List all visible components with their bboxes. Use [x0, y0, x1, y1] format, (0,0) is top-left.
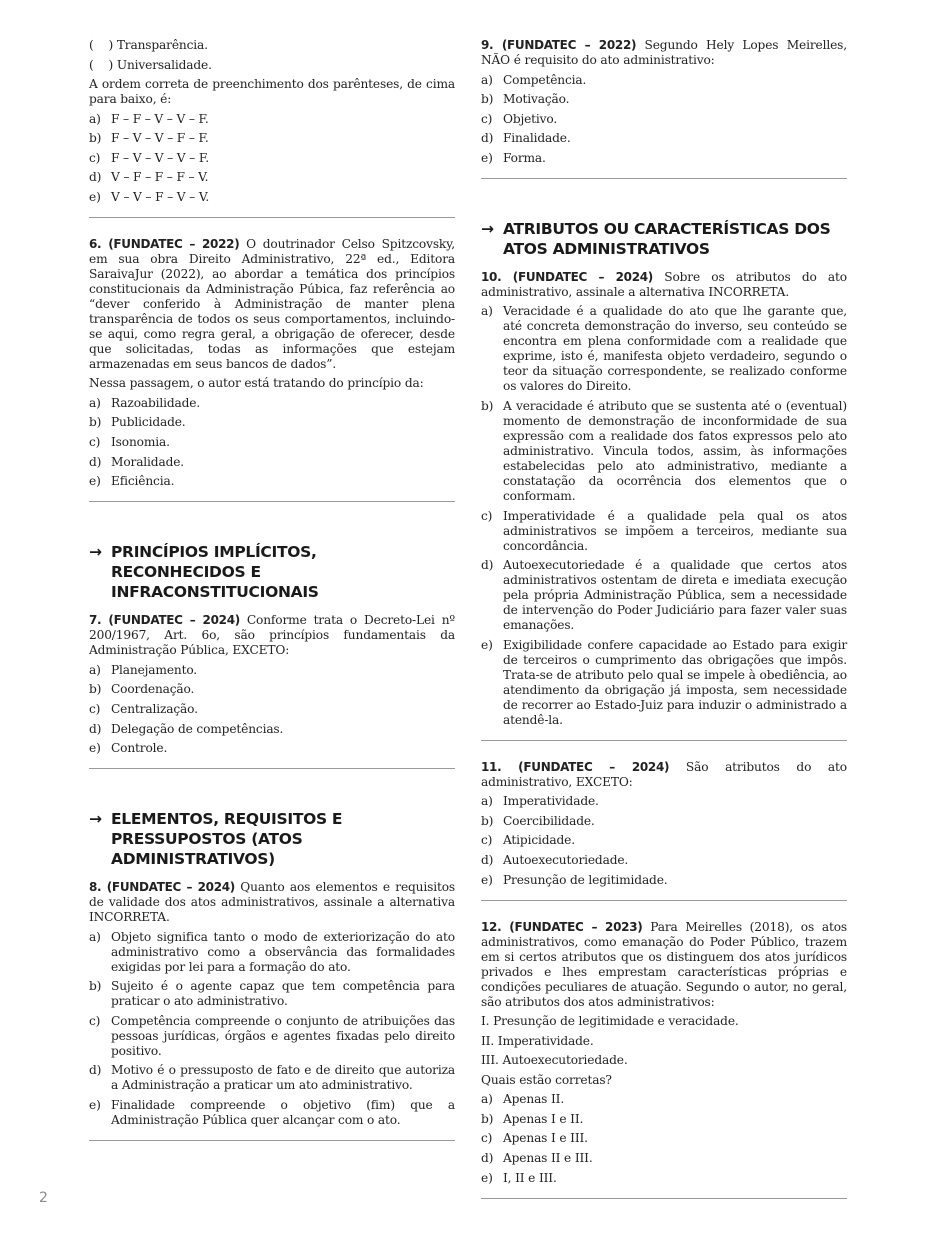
option-e: e) Forma. — [481, 150, 546, 165]
option-a: a) Imperatividade. — [481, 794, 599, 809]
left-column — [89, 38, 455, 1141]
option-c: c) F – V – V – V – F. — [89, 150, 209, 165]
option-c: c) Objetivo. — [481, 111, 558, 126]
question-number: 6. (FUNDATEC – 2022) — [89, 236, 240, 251]
option-a: a) F – F – V – V – F. — [89, 111, 209, 126]
option-b: b) Motivação. — [481, 92, 570, 107]
question-number: 7. (FUNDATEC – 2024) — [89, 613, 240, 628]
option-b: b) F – V – V – F – F. — [89, 131, 209, 146]
option-b: b) Coordenação. — [89, 682, 195, 697]
option-d: d) V – F – F – F – V. — [89, 170, 209, 185]
option-e: e) Eficiência. — [89, 474, 175, 489]
option-d: d) Motivo é o pressuposto de fato e de direito que autoriza a Administração a praticar um ato administrativo. — [89, 1063, 455, 1093]
question-stem: Segundo Hely Lopes Meirelles, NÃO é requisito do ato administrativo: — [481, 38, 847, 67]
question-prompt: Nessa passagem, o autor está tratando do princípio da: — [89, 376, 424, 391]
section-heading-principios — [89, 542, 455, 602]
question-stem: Sobre os atributos do ato administrativo, assinale a alternativa INCORRETA. — [481, 269, 847, 299]
divider — [89, 217, 455, 218]
option-a: a) Razoabilidade. — [89, 395, 201, 410]
option-d: d) Finalidade. — [481, 131, 571, 146]
question-stem: O doutrinador Celso Spitzcovsky, em sua obra Direito Administrativo, 22ª ed., Editora SaraivaJur (2022), ao abordar a temática dos princípios constitucionais da Administração Púbica, faz referência ao “dever conferido à Administração de manter plena transparência de todos os seus comportamentos, incluindo-se aqui, como regra geral, a obrigação de oferecer, desde que solicitadas, todas as informações que estejam armazenadas em seus bancos de dados”. — [89, 236, 455, 371]
statement-item: II. Imperatividade. — [481, 1033, 594, 1048]
question-stem: Para Meirelles (2018), os atos administrativos, como emanação do Poder Público, trazem em si certos atributos que os distinguem dos atos jurídicos privados e lhes emprestam características próprias e condições peculiares de atuação. Segundo o autor, no geral, são atributos dos atos administrativos: — [481, 919, 847, 1009]
question-8 — [89, 880, 455, 1128]
question-prompt: A ordem correta de preenchimento dos parênteses, de cima para baixo, é: — [89, 77, 455, 106]
question-prompt: Quais estão corretas? — [481, 1072, 612, 1087]
option-d: d) Moralidade. — [89, 454, 185, 469]
option-c: c) Centralização. — [89, 701, 198, 716]
section-heading-elementos — [89, 809, 455, 869]
option-e: e) Exigibilidade confere capacidade ao Estado para exigir de terceiros o cumprimento das obrigações que impôs. Trata-se de atributo pelo qual se impele à obediência, ao atendimento da obrigação já imposta, sem necessidade de recorrer ao Estado-Juiz para induzir o administrado a atendê-la. — [481, 637, 847, 727]
options-list — [89, 930, 455, 1128]
statement-item: I. Presunção de legitimidade e veracidade. — [481, 1014, 739, 1029]
option-a: a) Planejamento. — [89, 662, 198, 677]
arrow-right-icon: → — [89, 543, 102, 562]
arrow-right-icon: → — [481, 219, 494, 238]
option-e: e) Controle. — [89, 741, 168, 756]
options-list — [89, 663, 455, 756]
option-a: a) Veracidade é a qualidade do ato que lhe garante que, até concreta demonstração do inverso, seu conteúdo se encontra em plena conformidade com a realidade que exprime, isto é, manifesta objeto verdadeiro, segundo o teor da situação correspondente, se realizado conforme os valores do Direito. — [481, 304, 847, 394]
question-stem: Quanto aos elementos e requisitos de validade dos atos administrativos, assinale a alternativa INCORRETA. — [89, 880, 455, 925]
section-title: PRINCÍPIOS IMPLÍCITOS, RECONHECIDOS E INFRACONSTITUCIONAIS — [111, 543, 319, 602]
question-5-tail — [89, 38, 455, 205]
divider — [481, 740, 847, 741]
statement-item: ( ) Universalidade. — [89, 57, 212, 72]
question-number: 10. (FUNDATEC – 2024) — [481, 269, 653, 284]
question-10 — [481, 270, 847, 728]
statement-item: ( ) Transparência. — [89, 38, 208, 52]
question-stem: Conforme trata o Decreto-Lei nº 200/1967, Art. 6o, são princípios fundamentais da Administração Pública, EXCETO: — [89, 613, 455, 658]
question-number: 11. (FUNDATEC – 2024) — [481, 759, 670, 774]
divider — [481, 900, 847, 901]
question-12 — [481, 920, 847, 1186]
option-e: e) I, II e III. — [481, 1170, 557, 1185]
option-d: d) Autoexecutoriedade. — [481, 853, 629, 868]
section-title: ATRIBUTOS OU CARACTERÍSTICAS DOS ATOS ADMINISTRATIVOS — [503, 219, 831, 258]
option-d: d) Apenas II e III. — [481, 1150, 593, 1165]
divider — [89, 1140, 455, 1141]
divider — [481, 1198, 847, 1199]
divider — [89, 501, 455, 502]
option-b: b) Coercibilidade. — [481, 813, 595, 828]
option-e: e) V – V – F – V – V. — [89, 189, 210, 204]
question-9 — [481, 38, 847, 166]
divider — [481, 178, 847, 179]
option-c: c) Isonomia. — [89, 435, 170, 450]
section-title: ELEMENTOS, REQUISITOS E PRESSUPOSTOS (ATOS ADMINISTRATIVOS) — [111, 810, 343, 869]
options-list — [481, 304, 847, 727]
question-number: 9. (FUNDATEC – 2022) — [481, 38, 637, 52]
right-column — [481, 38, 847, 1199]
option-b: b) Sujeito é o agente capaz que tem competência para praticar o ato administrativo. — [89, 979, 455, 1009]
option-d: d) Delegação de competências. — [89, 721, 284, 736]
divider — [89, 768, 455, 769]
option-b: b) Apenas I e II. — [481, 1111, 584, 1126]
option-b: b) Publicidade. — [89, 415, 186, 430]
page-number: 2 — [39, 1190, 48, 1206]
question-6 — [89, 237, 455, 489]
option-c: c) Imperatividade é a qualidade pela qual os atos administrativos se impõem a terceiros, mediante sua concordância. — [481, 508, 847, 553]
question-number: 12. (FUNDATEC – 2023) — [481, 919, 643, 934]
options-list — [481, 73, 847, 166]
option-c: c) Competência compreende o conjunto de atribuições das pessoas jurídicas, órgãos e agentes fixadas pelo direito positivo. — [89, 1013, 455, 1058]
question-number: 8. (FUNDATEC – 2024) — [89, 880, 235, 895]
question-11 — [481, 760, 847, 888]
option-a: a) Objeto significa tanto o modo de exteriorização do ato administrativo como a observância das formalidades exigidas por lei para a formação do ato. — [89, 929, 455, 974]
option-d: d) Autoexecutoriedade é a qualidade que certos atos administrativos ostentam de direta e imediata execução pela própria Administração Pública, sem a necessidade de intervenção do Poder Judiciário para fazer valer suas emanações. — [481, 558, 847, 633]
section-heading-atributos — [481, 219, 847, 259]
option-a: a) Competência. — [481, 72, 587, 87]
options-list — [89, 112, 455, 205]
options-list — [481, 1092, 847, 1185]
question-stem: São atributos do ato administrativo, EXCETO: — [481, 759, 847, 789]
option-c: c) Atipicidade. — [481, 833, 575, 848]
option-b: b) A veracidade é atributo que se sustenta até o (eventual) momento de demonstração de inconformidade de sua expressão com a realidade dos fatos expressos pelo ato administrativo. Vincula todos, assim, às informações estabelecidas pelo ato administrativo, mediante a constatação da ocorrência dos elementos que o conformam. — [481, 398, 847, 503]
arrow-right-icon: → — [89, 810, 102, 829]
option-e: e) Finalidade compreende o objetivo (fim) que a Administração Pública quer alcançar com o ato. — [89, 1098, 455, 1127]
options-list — [89, 396, 455, 489]
option-e: e) Presunção de legitimidade. — [481, 872, 668, 887]
option-c: c) Apenas I e III. — [481, 1131, 588, 1146]
question-7 — [89, 613, 455, 756]
options-list — [481, 794, 847, 887]
option-a: a) Apenas II. — [481, 1092, 565, 1107]
statement-item: III. Autoexecutoriedade. — [481, 1053, 628, 1068]
